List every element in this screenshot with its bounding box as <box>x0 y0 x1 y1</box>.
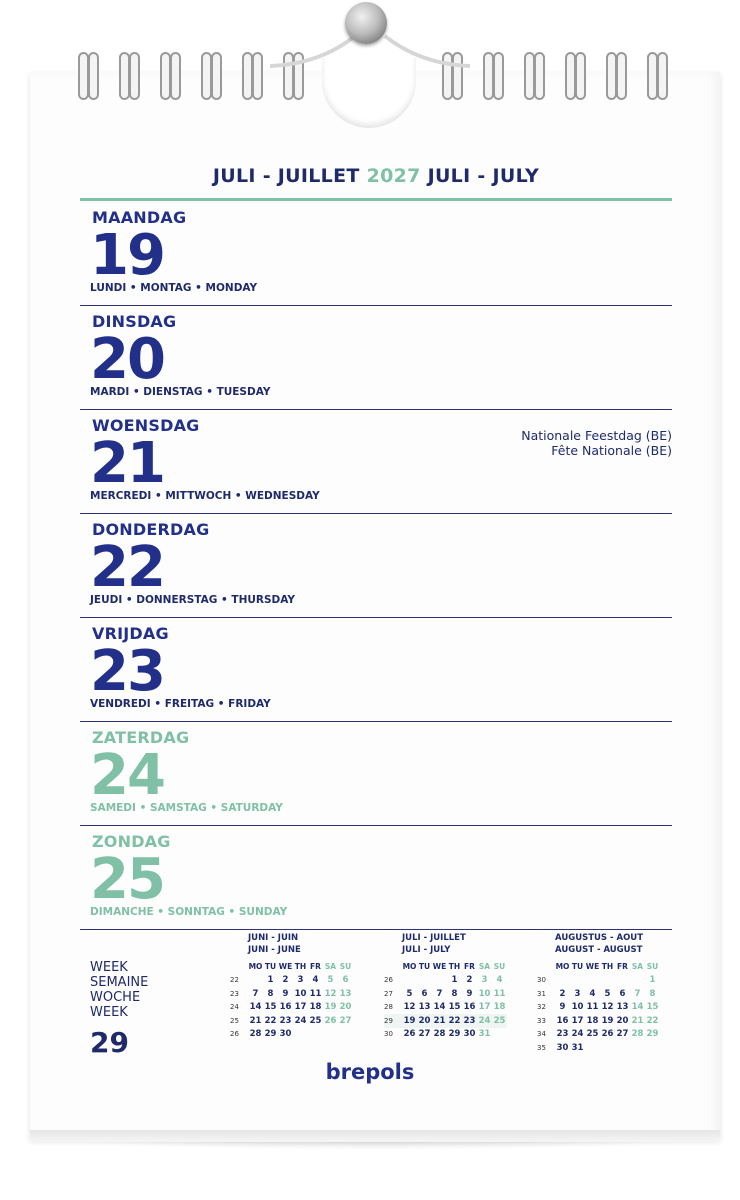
mini-day-cell: 31 <box>571 1042 584 1053</box>
week-label-nl: WEEK <box>90 960 128 975</box>
mini-day-cell: 6 <box>619 988 626 999</box>
mini-day-cell: 22 <box>264 1015 277 1026</box>
weekday-header: FR <box>464 962 475 972</box>
mini-day-cell: 17 <box>478 1002 491 1013</box>
mini-calendar-july <box>384 932 524 1041</box>
mini-day-cell: 25 <box>309 1015 322 1026</box>
binding-ring <box>647 52 667 98</box>
weekday-header: TU <box>418 962 431 972</box>
mini-day-cell: 24 <box>478 1015 491 1026</box>
mini-week-number: 35 <box>537 1043 546 1052</box>
day-translations: LUNDI • MONTAG • MONDAY <box>90 282 258 294</box>
mini-day-cell <box>600 974 615 988</box>
mini-day-cell: 7 <box>436 988 443 999</box>
mini-day-cell: 30 <box>463 1029 476 1040</box>
mini-day-cell: 27 <box>616 1029 629 1040</box>
week-col-spacer <box>537 960 555 974</box>
mini-day-cell: 14 <box>249 1002 262 1013</box>
weekday-header: MO <box>402 962 417 972</box>
day-number: 21 <box>90 431 164 496</box>
mini-day-cell: 30 <box>279 1029 292 1040</box>
holiday-note <box>521 428 672 458</box>
year-label: 2027 <box>366 165 421 187</box>
mini-day-cell: 19 <box>324 1002 337 1013</box>
mini-week-number: 32 <box>537 1003 546 1012</box>
spiral-binding-right <box>442 52 688 102</box>
mini-day-cell: 25 <box>493 1015 506 1026</box>
mini-day-cell <box>338 1028 353 1042</box>
day-row-tuesday <box>80 306 672 410</box>
day-name: WOENSDAG <box>92 416 200 435</box>
mini-week-row <box>537 1001 660 1015</box>
binding-ring <box>160 52 180 98</box>
day-translations: JEUDI • DONNERSTAG • THURSDAY <box>90 594 295 606</box>
mini-week-number: 26 <box>230 1030 239 1039</box>
mini-day-cell <box>555 974 570 988</box>
month-title-left: JULI - JUILLET <box>212 165 360 187</box>
mini-week-number: 29 <box>384 1014 402 1028</box>
header-rule <box>80 198 672 201</box>
mini-day-cell: 18 <box>309 1002 322 1013</box>
mini-day-cell: 9 <box>282 988 289 999</box>
day-row-monday <box>80 202 672 306</box>
mini-day-cell: 18 <box>493 1002 506 1013</box>
mini-day-cell: 9 <box>559 1002 566 1013</box>
mini-day-cell: 24 <box>294 1015 307 1026</box>
mini-week-row <box>384 1001 507 1015</box>
mini-day-cell: 11 <box>309 988 322 999</box>
mini-calendar-august <box>537 932 677 1055</box>
mini-day-cell: 23 <box>556 1029 569 1040</box>
weekday-header: SU <box>646 962 659 972</box>
mini-week-number: 24 <box>230 1003 239 1012</box>
mini-week-row <box>230 1001 353 1015</box>
day-name: VRIJDAG <box>92 624 169 643</box>
mini-month-title: JUNI - JUIN <box>248 933 299 943</box>
mini-day-cell: 23 <box>463 1015 476 1026</box>
mini-week-number: 30 <box>384 1030 393 1039</box>
weekday-header: TH <box>448 962 461 972</box>
mini-day-cell: 22 <box>448 1015 461 1026</box>
mini-day-cell: 4 <box>312 975 319 986</box>
mini-day-cell: 28 <box>631 1029 644 1040</box>
mini-day-cell <box>308 1028 323 1042</box>
mini-day-cell <box>570 974 585 988</box>
mini-day-cell <box>417 974 432 988</box>
weekday-header: SA <box>631 962 644 972</box>
mini-month-title: JULI - JUILLET <box>402 933 466 943</box>
mini-day-cell <box>293 1028 308 1042</box>
mini-day-cell: 11 <box>586 1002 599 1013</box>
mini-day-cell: 10 <box>478 988 491 999</box>
mini-day-cell: 2 <box>282 975 289 986</box>
weekday-header: WE <box>432 962 447 972</box>
mini-week-number: 31 <box>537 989 546 998</box>
mini-day-cell: 13 <box>339 988 352 999</box>
mini-day-cell: 4 <box>589 988 596 999</box>
mini-day-cell: 26 <box>403 1029 416 1040</box>
mini-day-cell: 31 <box>478 1029 491 1040</box>
mini-day-cell: 18 <box>586 1015 599 1026</box>
mini-day-cell: 8 <box>267 988 274 999</box>
day-row-saturday <box>80 722 672 826</box>
week-number-block <box>90 960 148 1059</box>
mini-day-cell: 27 <box>339 1015 352 1026</box>
day-translations: DIMANCHE • SONNTAG • SUNDAY <box>90 906 288 918</box>
mini-day-cell <box>402 974 417 988</box>
weekday-header-row <box>384 960 507 974</box>
day-translations: VENDREDI • FREITAG • FRIDAY <box>90 698 271 710</box>
binding-ring <box>565 52 585 98</box>
mini-day-cell: 29 <box>448 1029 461 1040</box>
weekday-header: SU <box>339 962 352 972</box>
day-row-sunday <box>80 826 672 930</box>
mini-week-row <box>384 974 507 988</box>
day-name: ZONDAG <box>92 832 171 851</box>
mini-week-row <box>537 1041 660 1055</box>
mini-day-cell: 26 <box>324 1015 337 1026</box>
mini-month-grid <box>230 960 353 1041</box>
mini-day-cell: 15 <box>646 1002 659 1013</box>
mini-day-cell: 12 <box>403 1002 416 1013</box>
mini-day-cell: 19 <box>601 1015 614 1026</box>
mini-day-cell: 28 <box>433 1029 446 1040</box>
mini-day-cell: 3 <box>481 975 488 986</box>
day-number: 25 <box>90 847 164 912</box>
mini-week-row <box>230 1014 353 1028</box>
mini-day-cell <box>323 1028 338 1042</box>
weekday-header: SU <box>493 962 506 972</box>
mini-day-cell: 3 <box>297 975 304 986</box>
mini-week-row <box>384 1014 507 1028</box>
mini-day-cell: 21 <box>249 1015 262 1026</box>
binding-ring <box>119 52 139 98</box>
mini-day-cell <box>585 974 600 988</box>
mini-month-grid <box>384 960 507 1041</box>
mini-day-cell: 5 <box>327 975 334 986</box>
weekday-header: FR <box>310 962 321 972</box>
mini-day-cell: 17 <box>571 1015 584 1026</box>
holiday-note-nl: Nationale Feestdag (BE) <box>521 428 672 443</box>
week-label-fr: SEMAINE <box>90 975 149 990</box>
mini-day-cell: 21 <box>433 1015 446 1026</box>
weekday-header: WE <box>585 962 600 972</box>
mini-week-row <box>230 987 353 1001</box>
mini-day-cell: 20 <box>339 1002 352 1013</box>
day-translations: MERCREDI • MITTWOCH • WEDNESDAY <box>90 490 320 502</box>
day-number: 22 <box>90 535 164 600</box>
binding-ring <box>242 52 262 98</box>
mini-day-cell: 17 <box>294 1002 307 1013</box>
mini-calendar-june <box>230 932 370 1041</box>
mini-week-number: 22 <box>230 976 239 985</box>
mini-week-number: 33 <box>537 1016 546 1025</box>
nail-icon <box>345 2 387 44</box>
mini-day-cell <box>615 1041 630 1055</box>
mini-week-row <box>537 974 660 988</box>
mini-week-number: 23 <box>230 989 239 998</box>
binding-ring <box>524 52 544 98</box>
binding-ring <box>78 52 98 98</box>
mini-day-cell: 29 <box>264 1029 277 1040</box>
weekday-header: TH <box>601 962 614 972</box>
holiday-note-fr: Fête Nationale (BE) <box>551 443 672 458</box>
day-translations: MARDI • DIENSTAG • TUESDAY <box>90 386 271 398</box>
mini-day-cell: 13 <box>616 1002 629 1013</box>
day-name: DINSDAG <box>92 312 177 331</box>
mini-week-row <box>537 1014 660 1028</box>
day-divider <box>80 929 672 930</box>
mini-day-cell: 23 <box>279 1015 292 1026</box>
mini-day-cell: 20 <box>616 1015 629 1026</box>
mini-day-cell: 19 <box>403 1015 416 1026</box>
day-row-wednesday <box>80 410 672 514</box>
week-label-en: WEEK <box>90 1005 128 1020</box>
weekday-header: FR <box>617 962 628 972</box>
mini-month-subtitle: JUNI - JUNE <box>248 945 301 955</box>
binding-ring <box>201 52 221 98</box>
mini-day-cell: 28 <box>249 1029 262 1040</box>
mini-month-subtitle: JULI - JULY <box>402 945 451 955</box>
mini-day-cell: 6 <box>342 975 349 986</box>
mini-day-cell <box>645 1041 660 1055</box>
weekday-header: TU <box>264 962 277 972</box>
mini-week-row <box>384 987 507 1001</box>
mini-day-cell: 15 <box>264 1002 277 1013</box>
mini-day-cell: 7 <box>252 988 259 999</box>
sheet-stack-edge <box>30 1130 720 1142</box>
mini-day-cell: 14 <box>433 1002 446 1013</box>
mini-day-cell: 2 <box>466 975 473 986</box>
mini-day-cell: 14 <box>631 1002 644 1013</box>
mini-day-cell: 7 <box>634 988 641 999</box>
mini-day-cell: 20 <box>418 1015 431 1026</box>
weekday-header-row <box>230 960 353 974</box>
mini-week-row <box>230 1028 353 1042</box>
mini-day-cell: 22 <box>646 1015 659 1026</box>
day-row-thursday <box>80 514 672 618</box>
day-number: 19 <box>90 223 164 288</box>
mini-day-cell <box>630 974 645 988</box>
mini-day-cell: 8 <box>649 988 656 999</box>
mini-day-cell <box>585 1041 600 1055</box>
weekday-header: TH <box>294 962 307 972</box>
mini-week-number: 34 <box>537 1030 546 1039</box>
mini-day-cell <box>432 974 447 988</box>
weekday-header: WE <box>278 962 293 972</box>
day-number: 24 <box>90 743 164 808</box>
day-name: MAANDAG <box>92 208 187 227</box>
mini-day-cell <box>600 1041 615 1055</box>
binding-ring <box>606 52 626 98</box>
mini-day-cell: 5 <box>406 988 413 999</box>
day-translations: SAMEDI • SAMSTAG • SATURDAY <box>90 802 283 814</box>
mini-day-cell: 29 <box>646 1029 659 1040</box>
week-number: 29 <box>90 1026 129 1059</box>
month-title-right: JULI - JULY <box>427 165 540 187</box>
mini-month-subtitle: AUGUST - AUGUST <box>555 945 643 955</box>
mini-day-cell <box>615 974 630 988</box>
mini-week-number: 27 <box>384 989 393 998</box>
mini-day-cell: 13 <box>418 1002 431 1013</box>
mini-week-number: 26 <box>384 976 393 985</box>
day-name: DONDERDAG <box>92 520 210 539</box>
mini-day-cell: 10 <box>571 1002 584 1013</box>
mini-day-cell: 30 <box>556 1042 569 1053</box>
mini-day-cell: 4 <box>496 975 503 986</box>
mini-day-cell: 1 <box>267 975 274 986</box>
mini-day-cell: 8 <box>451 988 458 999</box>
brand-logo: brepols <box>325 1060 415 1084</box>
binding-ring <box>483 52 503 98</box>
mini-day-cell: 11 <box>493 988 506 999</box>
mini-day-cell <box>248 974 263 988</box>
weekday-header-row <box>537 960 660 974</box>
mini-day-cell: 21 <box>631 1015 644 1026</box>
mini-day-cell: 12 <box>324 988 337 999</box>
mini-day-cell: 25 <box>586 1029 599 1040</box>
mini-day-cell: 2 <box>559 988 566 999</box>
mini-day-cell <box>492 1028 507 1042</box>
weekday-header: MO <box>555 962 570 972</box>
mini-week-row <box>537 1028 660 1042</box>
week-col-spacer <box>230 960 248 974</box>
mini-day-cell: 16 <box>463 1002 476 1013</box>
mini-day-cell: 12 <box>601 1002 614 1013</box>
weekday-header: SA <box>324 962 337 972</box>
mini-week-number: 30 <box>537 976 546 985</box>
day-row-friday <box>80 618 672 722</box>
mini-day-cell: 10 <box>294 988 307 999</box>
mini-day-cell <box>630 1041 645 1055</box>
day-number: 20 <box>90 327 164 392</box>
mini-month-grid <box>537 960 660 1055</box>
mini-day-cell: 16 <box>556 1015 569 1026</box>
mini-day-cell: 9 <box>466 988 473 999</box>
week-label-de: WOCHE <box>90 990 141 1005</box>
mini-day-cell: 6 <box>421 988 428 999</box>
weekday-header: TU <box>571 962 584 972</box>
mini-week-row <box>384 1028 507 1042</box>
mini-day-cell: 27 <box>418 1029 431 1040</box>
day-number: 23 <box>90 639 164 704</box>
mini-day-cell: 3 <box>574 988 581 999</box>
mini-day-cell: 16 <box>279 1002 292 1013</box>
weekday-header: MO <box>248 962 263 972</box>
mini-day-cell: 1 <box>451 975 458 986</box>
month-title <box>80 165 672 187</box>
weekday-header: SA <box>478 962 491 972</box>
mini-week-row <box>230 974 353 988</box>
week-col-spacer <box>384 960 402 974</box>
mini-day-cell: 26 <box>601 1029 614 1040</box>
mini-week-row <box>537 987 660 1001</box>
mini-day-cell: 1 <box>649 975 656 986</box>
mini-day-cell: 5 <box>604 988 611 999</box>
mini-week-number: 25 <box>230 1016 239 1025</box>
mini-month-title: AUGUSTUS - AOUT <box>555 933 643 943</box>
mini-day-cell: 15 <box>448 1002 461 1013</box>
mini-day-cell: 24 <box>571 1029 584 1040</box>
mini-week-number: 28 <box>384 1003 393 1012</box>
day-name: ZATERDAG <box>92 728 190 747</box>
